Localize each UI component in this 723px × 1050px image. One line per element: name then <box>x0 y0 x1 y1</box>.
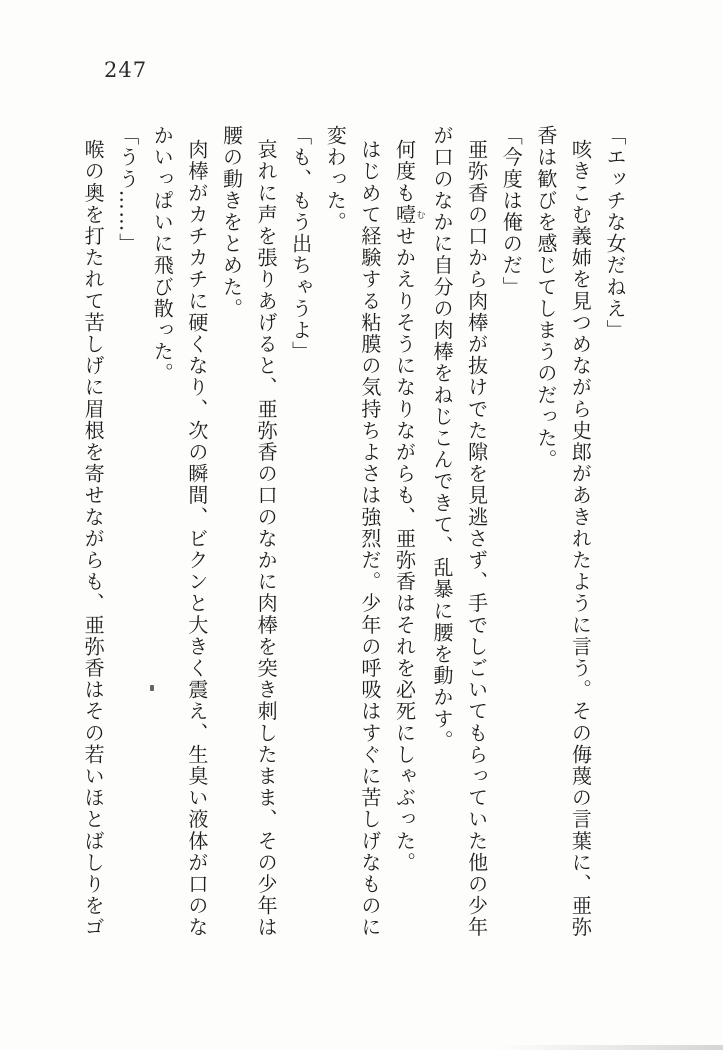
novel-text-block <box>76 125 633 945</box>
narration-line: はじめて経験する粘膜の気持ちよさは強烈だ。少年の呼吸はすぐに苦しげなものに <box>357 139 382 939</box>
dialogue-line: 「今度は俺のだ」 <box>499 125 524 298</box>
page-number: 247 <box>104 58 148 82</box>
dialogue-line: 「エッチな女だねえ」 <box>603 125 627 341</box>
dialogue-line: 「も、もう出ちゃうよ」 <box>288 125 313 363</box>
narration-line: が口のなかに自分の肉棒をねじこんできて、乱暴に腰を動かす。 <box>430 125 455 752</box>
narration-line: 哀れに声を張りあげると、亜弥香の口のなかに肉棒を突き刺したまま、その少年は <box>254 139 279 939</box>
dialogue-line: 「うう……」 <box>115 125 140 255</box>
scan-edge-artifact <box>500 1045 723 1050</box>
scan-speck-artifact <box>150 685 154 691</box>
narration-line: 咳きこむ義姉を見つめながら史郎があきれたように言う。その侮蔑の言葉に、亜弥 <box>568 139 593 939</box>
narration-line: 香は歓びを感じてしまうのだった。 <box>533 125 558 471</box>
furigana-annotated-char: 噎む <box>392 203 425 226</box>
narration-line: 喉の奥を打たれて苦しげに眉根を寄せながらも、亜弥香はその若いほとばしりをゴ <box>81 139 106 939</box>
narration-line: 肉棒がカチカチに硬くなり、次の瞬間、ビクンと大きく震え、生臭い液体が口のな <box>184 139 209 939</box>
narration-line: 腰の動きをとめた。 <box>219 125 244 320</box>
narration-line: 変わった。 <box>323 125 348 233</box>
narration-line: かいっぱいに飛び散った。 <box>150 125 175 385</box>
narration-line: 亜弥香の口から肉棒が抜けでた隙を見逃さず、手でしごいてもらっていた他の少年 <box>464 139 489 939</box>
narration-line: 何度も噎むせかえりそうになりながらも、亜弥香はそれを必死にしゃぶった。 <box>392 139 425 874</box>
